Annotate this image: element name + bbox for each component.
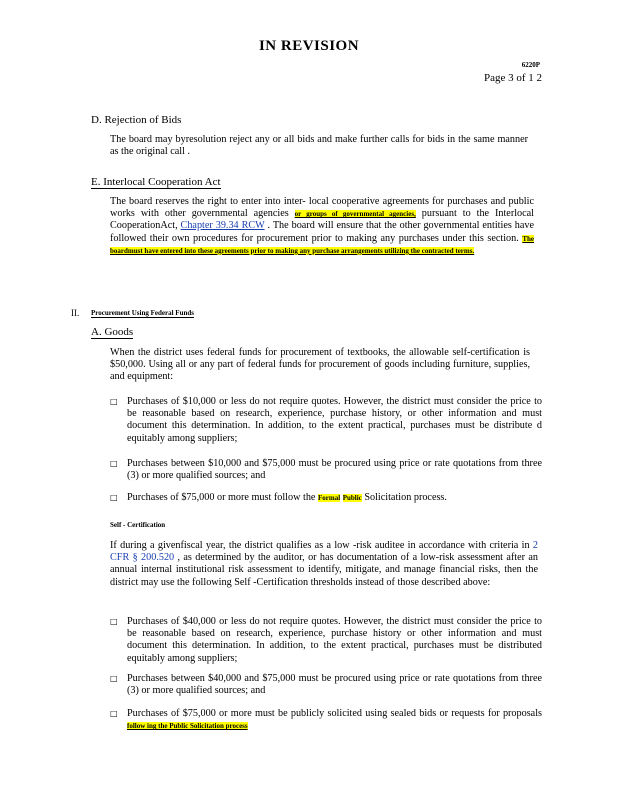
bullet-3-pre: Purchases of $75,000 or more must follow the (127, 492, 318, 503)
goods-intro-text: When the district uses federal funds for procurement of textbooks, the allowable self-certification is $50,000. Using all or any part of federal funds for procurement of goods including furniture, supplies, and equipment: (110, 347, 530, 383)
section-d-text: The board may byresolution reject any or all bids and make further calls for bids in the same manner as the original call . (110, 134, 528, 158)
bullet-text (127, 492, 542, 504)
list-item (110, 458, 542, 482)
list-item (110, 492, 542, 504)
bullet-6-pre: Purchases of $75,000 or more must be publicly solicited using sealed bids or requests for proposals (127, 708, 542, 719)
square-bullet-icon: □ (110, 709, 118, 718)
page-number: Page 3 of 1 2 (483, 72, 542, 84)
goods-intro (110, 347, 530, 384)
bullet-text: Purchases between $10,000 and $75,000 must be procured using price or rate quotations from three (3) or more qualified sources; and (127, 458, 542, 482)
bullet-text: Purchases of $40,000 or less do not require quotes. However, the district must consider the price to be reasonable based on research, experience, purchase history or other information and must document this determination. In addition, to the extent practical, purchases must be distributed equitably among suppliers; (127, 616, 542, 664)
square-bullet-icon: □ (110, 674, 118, 683)
subsection-a-heading-text: A. Goods (91, 326, 134, 338)
section-e-body (110, 196, 534, 257)
subsection-a-heading (91, 326, 133, 339)
section-e-heading (91, 176, 221, 189)
section-e-text-1: The board reserves the right to enter into inter- local cooperative agreements for purchases and public works with other governmental agencies (110, 196, 534, 220)
highlight-board-must: The boardmust have entered into these agreements prior to making any purchase arrangements utilizing the contracted terms. (110, 234, 534, 255)
list-item (110, 708, 542, 732)
section-ii-heading-text: Procurement Using Federal Funds (91, 309, 194, 317)
list-item (110, 396, 542, 445)
square-bullet-icon: □ (110, 459, 118, 468)
self-cert-heading: Self - Certification (110, 521, 166, 529)
list-item (110, 616, 542, 665)
highlight-formal: Formal (318, 494, 341, 502)
section-ii-heading (91, 309, 194, 318)
doc-number: 6220P (521, 61, 540, 69)
self-cert-body (110, 540, 538, 589)
square-bullet-icon: □ (110, 397, 118, 406)
square-bullet-icon: □ (110, 617, 118, 626)
highlight-following-public-solicitation: follow ing the Public Solicitation process (127, 722, 248, 731)
bullet-text: Purchases between $40,000 and $75,000 must be procured using price or rate quotations from three (3) or more qualified sources; and (127, 673, 542, 697)
highlight-or-groups: or groups of governmental agencies, (294, 210, 416, 219)
bullet-text: Purchases of $10,000 or less do not require quotes. However, the district must consider the price to be reasonable based on research, experience, purchase history, or other information and must document this determination. In addition, to the extent practical, purchases must be distribute d equitably among suppliers; (127, 396, 542, 444)
bullet-text (127, 708, 542, 732)
self-cert-text-1: If during a givenfiscal year, the district qualifies as a low -risk auditee in accordance with criteria in (110, 540, 533, 551)
self-cert-text (110, 540, 538, 589)
section-e-heading-text: E. Interlocal Cooperation Act (91, 176, 221, 188)
section-e-text-3: . The board will ensure that the other governmental entities have followed their own procedures for procurement prior to making any purchases under this section. (110, 220, 534, 244)
rcw-link[interactable]: Chapter 39.34 RCW (180, 220, 265, 232)
section-d-body (110, 134, 528, 158)
highlight-public: Public (342, 494, 362, 502)
section-ii-numeral: II. (71, 308, 80, 318)
cfr-link[interactable]: 2 CFR § 200.520 (110, 540, 538, 564)
list-item (110, 673, 542, 697)
page-title: IN REVISION (258, 38, 360, 54)
section-e-text-2: pursuant to the Interlocal CooperationAct, (110, 208, 535, 232)
section-d-heading: D. Rejection of Bids (91, 114, 182, 126)
self-cert-text-2: , as determined by the auditor, or has documentation of a low-risk assessment after an annual internal institutional risk assessment to identify, mitigate, and manage financial risks, then the district may use the following Self -Certification thresholds instead of those described above: (110, 552, 538, 588)
section-e-text (110, 196, 534, 257)
square-bullet-icon: □ (110, 493, 118, 502)
bullet-3-post: Solicitation process. (364, 492, 447, 503)
